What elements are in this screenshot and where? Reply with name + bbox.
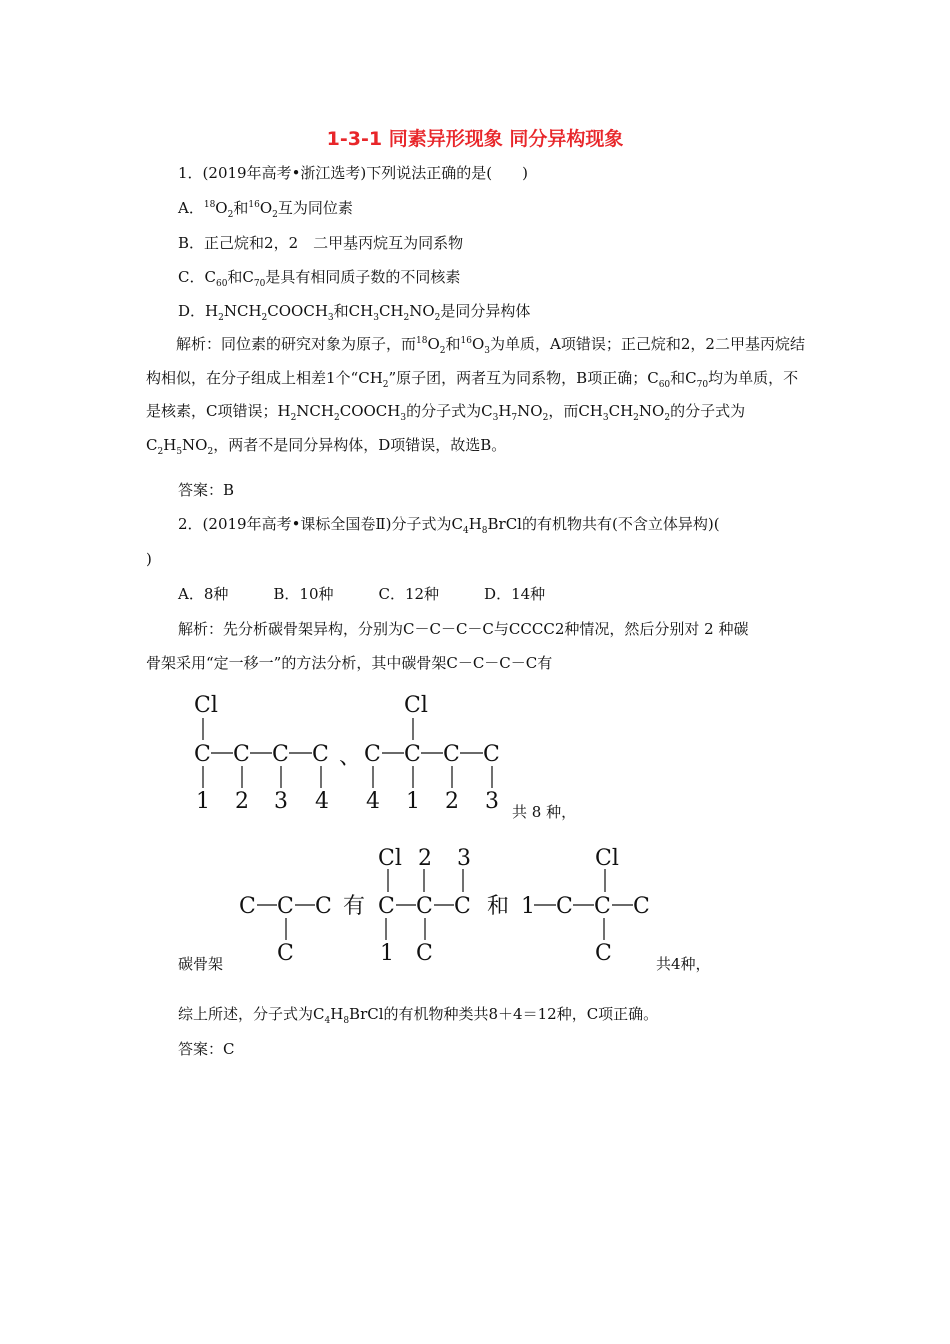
- s2-c1: C: [364, 742, 381, 767]
- s2-n2: 2: [445, 789, 459, 814]
- s4-c3: C: [633, 894, 650, 919]
- q2-carbon-skeleton-label: 碳骨架: [178, 955, 224, 973]
- s4-c2: C: [594, 894, 611, 919]
- q2-total-8: 共 8 种，: [512, 803, 577, 821]
- s2-cl: Cl: [404, 693, 428, 718]
- q1-option-d: D．$H_2NCH_2COOCH_3$和$CH_3CH_2NO_2$是同分异构体: [178, 302, 531, 323]
- q2-analysis-line1: 解析：先分析碳骨架异构，分别为C－C－C－C与CCCC2种情况，然后分别对 2 种碳: [178, 620, 749, 638]
- s2-c2: C: [404, 742, 421, 767]
- s2-n4: 4: [366, 789, 380, 814]
- s1-c4: C: [312, 742, 329, 767]
- page-title: 1-3-1 同素异形现象 同分异构现象: [326, 128, 624, 150]
- q2-stem: 2．(2019年高考•课标全国卷Ⅱ)分子式为$C_4H_8BrCl$的有机物共有(不含立体异构)(: [178, 515, 720, 536]
- s3-c4: C: [416, 941, 433, 966]
- q2-summary: 综上所述，分子式为$C_4H_8BrCl$的有机物种类共8＋4＝12种，C项正确。: [178, 1005, 659, 1026]
- q2-options: A．8种 B．10种 C．12种 D．14种: [178, 585, 546, 603]
- s3-n3: 3: [457, 846, 471, 871]
- word-you: 有: [343, 894, 366, 919]
- s0-c1: C: [239, 894, 256, 919]
- s2-n1: 1: [406, 789, 420, 814]
- s3-c1: C: [378, 894, 395, 919]
- s1-n3: 3: [274, 789, 288, 814]
- s2-n3: 3: [485, 789, 499, 814]
- q1-option-b: B．正己烷和2，2 二甲基丙烷互为同系物: [178, 234, 464, 252]
- s3-c3: C: [454, 894, 471, 919]
- q1-analysis: 解析：同位素的研究对象为原子，而$^{18}O_2$和$^{16}O_3$为单质，A项错误；正己烷和2，2二甲基丙烷结构相似，在分子组成上相差1个“$CH_2$”原子团，两者互为同系物，B项正确；$C_{60}$和$C_{70}$均为单质，不是核素，C项错误；$H_2NCH_2COOCH_3$的分子式为$C_3H_7NO_2$，而$CH_3CH_2NO_2$的分子式为$C_2H_5NO_2$，两者不是同分异构体，D项错误，故选B。: [146, 335, 805, 457]
- s0-c3: C: [315, 894, 332, 919]
- s0-c4: C: [277, 941, 294, 966]
- q1-option-a: A．$^{18}O_2$和$^{16}O_2$互为同位素: [178, 199, 353, 220]
- s3-cl: Cl: [378, 846, 402, 871]
- separator: 、: [339, 745, 362, 770]
- s0-c2: C: [277, 894, 294, 919]
- s2-c4: C: [483, 742, 500, 767]
- s2-c3: C: [443, 742, 460, 767]
- q2-stem-close: ): [146, 550, 152, 568]
- q1-answer: 答案：B: [178, 481, 235, 499]
- s1-n1: 1: [196, 789, 210, 814]
- q1-option-c: C．$C_{60}$和$C_{70}$是具有相同质子数的不同核素: [178, 268, 461, 289]
- s3-n1: 1: [380, 941, 394, 966]
- s1-c3: C: [272, 742, 289, 767]
- q2-answer: 答案：C: [178, 1040, 235, 1058]
- s1-c2: C: [233, 742, 250, 767]
- s1-cl: Cl: [194, 693, 218, 718]
- s1-c1: C: [194, 742, 211, 767]
- s3-c2: C: [416, 894, 433, 919]
- s3-n2: 2: [418, 846, 432, 871]
- s4-c1: C: [556, 894, 573, 919]
- s4-c4: C: [595, 941, 612, 966]
- s4-cl: Cl: [595, 846, 619, 871]
- q2-analysis-line2: 骨架采用“定一移一”的方法分析，其中碳骨架C－C－C－C有: [146, 654, 553, 672]
- s1-n2: 2: [235, 789, 249, 814]
- q2-total-4: 共4种，: [656, 955, 711, 973]
- s1-n4: 4: [315, 789, 329, 814]
- word-he: 和: [487, 894, 510, 919]
- s4-n1: 1: [521, 894, 535, 919]
- q1-stem: 1．(2019年高考•浙江选考)下列说法正确的是( ): [178, 164, 528, 182]
